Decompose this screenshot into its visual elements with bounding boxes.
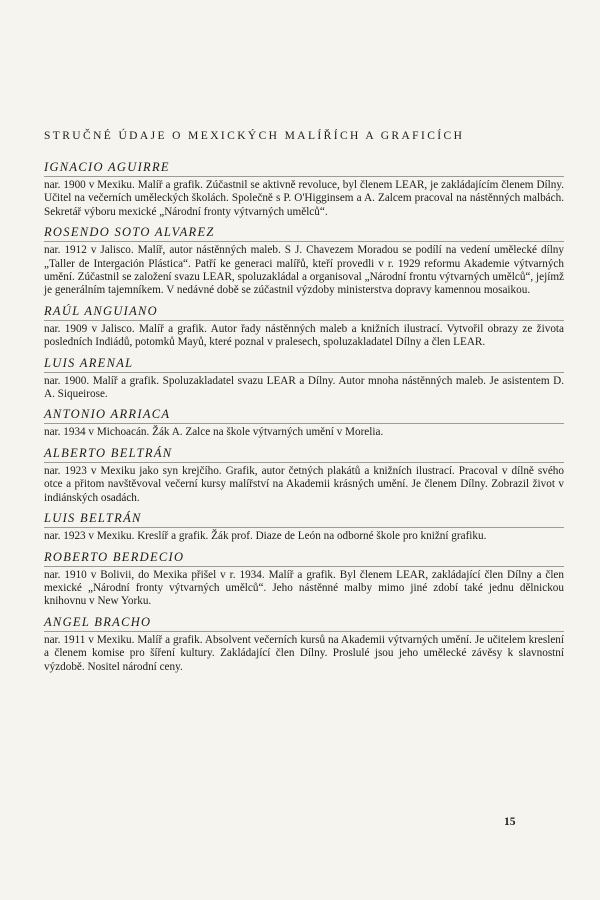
artist-bio: nar. 1912 v Jalisco. Malíř, autor nástěnných maleb. S J. Chavezem Moradou se podílí na vedení umělecké dílny „Taller de Intergación Plástica“. Patří ke generaci malířů, kteří provedli v r. 1929 reformu Akademie výtvarných umění. Zúčastnil se založení svazu LEAR, spoluzakládal a organisoval „Národní frontu výtvarných umělců“, jejímž je generálním tajemníkem. V nedávné době se zúčastnil výzdoby ministerstva dopravy kamennou mosaikou. (44, 244, 564, 297)
artist-name: ALBERTO BELTRÁN (44, 446, 564, 463)
artist-bio: nar. 1909 v Jalisco. Malíř a grafik. Autor řady nástěnných maleb a knižních ilustrací. Vytvořil obrazy ze života posledních Indiádů, potomků Mayů, které poznal v pralesech, spoluzakladatel Dílny a člen LEAR. (44, 322, 564, 349)
artist-entry (44, 356, 564, 402)
artist-bio: nar. 1923 v Mexiku. Kreslíř a grafik. Žák prof. Diaze de León na odborné škole pro knižní grafiku. (44, 530, 487, 543)
artist-entry (44, 446, 564, 505)
artist-bio: nar. 1923 v Mexiku jako syn krejčího. Grafik, autor četných plakátů a knižních ilustrací. Pracoval v dílně svého otce a přitom navštěvoval večerní kursy malířství na Akademii krásných umění. Je členem Dílny. Zobrazil život v indiánských osadách. (44, 464, 564, 504)
page-number: 15 (504, 816, 516, 828)
artist-bio: nar. 1910 v Bolivii, do Mexika přišel v r. 1934. Malíř a grafik. Byl členem LEAR, zakládající člen Dílny a člen mexické „Národní fronty výtvarných umělců“. Jeho nástěnné malby mimo jiné zdobí také jednu dělnickou knihovnu v New Yorku. (44, 568, 564, 608)
artist-bio: nar. 1900. Malíř a grafik. Spoluzakladatel svazu LEAR a Dílny. Autor mnoha nástěnných maleb. Je asistentem D. A. Siqueirose. (44, 374, 564, 401)
artist-bio: nar. 1911 v Mexiku. Malíř a grafik. Absolvent večerních kursů na Akademii výtvarných umění. Je učitelem kreslení a členem komise pro šíření kultury. Zakládající člen Dílny. Proslulé jsou jeho umělecké závěsy k slavnostní výzdobě. Nositel národní ceny. (44, 633, 564, 673)
artist-entry (44, 407, 564, 439)
artist-name: IGNACIO AGUIRRE (44, 160, 564, 177)
artist-entry (44, 304, 564, 350)
artist-bio: nar. 1934 v Michoacán. Žák A. Zalce na škole výtvarných umění v Morelia. (44, 426, 384, 439)
artist-entry (44, 615, 564, 674)
artist-entry (44, 160, 564, 219)
artist-name: ROBERTO BERDECIO (44, 550, 564, 567)
artist-name: ROSENDO SOTO ALVAREZ (44, 225, 564, 242)
artist-entry (44, 511, 564, 543)
artist-name: ANGEL BRACHO (44, 615, 564, 632)
artist-entry (44, 550, 564, 609)
artist-name: LUIS ARENAL (44, 356, 564, 373)
artist-name: ANTONIO ARRIACA (44, 407, 564, 424)
artist-name: LUIS BELTRÁN (44, 511, 564, 528)
artist-list (44, 160, 564, 680)
artist-name: RAÚL ANGUIANO (44, 304, 564, 321)
artist-bio: nar. 1900 v Mexiku. Malíř a grafik. Zúčastnil se aktivně revoluce, byl členem LEAR, je zakládajícím členem Dílny. Učitel na večerních uměleckých školách. Společně s P. O'Higginsem a A. Zalcem pracoval na nástěnných malbách. Sekretář výboru mexické „Národní fronty výtvarných umělců“. (44, 179, 564, 218)
section-heading: STRUČNÉ ÚDAJE O MEXICKÝCH MALÍŘÍCH A GRAFICÍCH (44, 130, 465, 142)
artist-entry (44, 225, 564, 298)
